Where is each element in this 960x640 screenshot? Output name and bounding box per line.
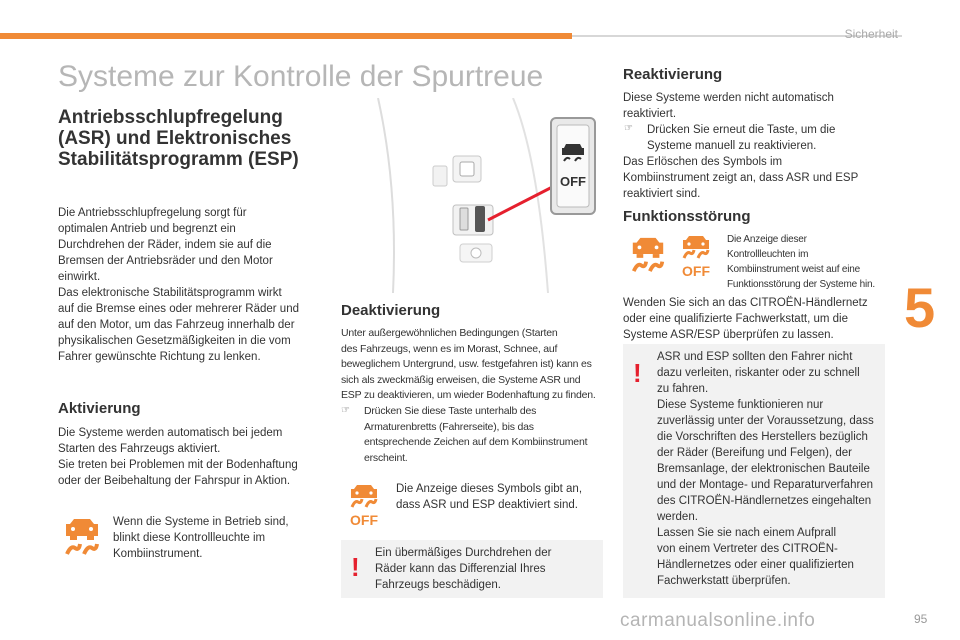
intro-text: Die Antriebsschlupfregelung sorgt für optimalen Antrieb und begrenzt ein Durchdrehen der Räder, indem sie auf die Bremsen der Antriebsräder und den Motor einwirkt. Das elektronische Stabilitätsprogramm wirkt auf die Bremse eines oder mehrerer Räder und auf den Motor, um das Fahrzeug innerhalb der physikalischen Gesetzmäßigkeiten in die vom Fahrer gewünschte Richtung zu lenken. [58, 207, 299, 363]
differential-warning-box [341, 540, 603, 598]
esp-car-skid-icon [629, 236, 667, 274]
page-title: Systeme zur Kontrolle der Spurtreue [58, 60, 544, 93]
deaktivierung-heading: Deaktivierung [341, 302, 441, 319]
chapter-number: 5 [904, 276, 936, 339]
aktivierung-icon-text: Wenn die Systeme in Betrieb sind, blinkt diese Kontrollleuchte im Kombiinstrument. [113, 516, 289, 560]
header-accent-bar [0, 33, 572, 39]
reaktivierung-heading: Reaktivierung [623, 66, 723, 83]
funktionsstoerung-icon-text: Die Anzeige dieser Kontrollleuchten im Kombiinstrument weist auf eine Funktionsstörung der Systeme hin. [727, 234, 875, 290]
funktionsstoerung-heading: Funktionsstörung [623, 208, 751, 225]
reaktivierung-text2: Das Erlöschen des Symbols im Kombiinstrument zeigt an, dass ASR und ESP reaktiviert sind. [623, 156, 859, 200]
differential-warning-text: Ein übermäßiges Durchdrehen der Räder kann das Differenzial Ihres Fahrzeugs beschädigen. [375, 547, 552, 591]
off-button-label: OFF [560, 174, 586, 189]
funktionsstoerung-text: Wenden Sie sich an das CITROËN-Händlernetz oder eine qualifizierte Fachwerkstatt, um die Systeme ASR/ESP überprüfen zu lassen. [623, 297, 868, 341]
warning-exclamation-icon: ! [633, 358, 642, 388]
reaktivierung-bullet: Drücken Sie erneut die Taste, um die Systeme manuell zu reaktivieren. [647, 124, 836, 152]
section-title: Sicherheit [844, 27, 898, 41]
deaktivierung-text: Unter außergewöhnlichen Bedingungen (Starten des Fahrzeugs, wenn es im Morast, Schnee, auf beweglichem Untergrund, usw. festgefahren ist) kann es sich als zweckmäßig erweisen, die Systeme ASR und ESP zu deaktivieren, um wieder Bodenhaftung zu finden. [341, 327, 596, 401]
reaktivierung-text: Diese Systeme werden nicht automatisch reaktiviert. [623, 92, 834, 120]
bullet-arrow-icon: ☞ [624, 123, 633, 134]
watermark: carmanualsonline.info [620, 610, 816, 631]
warning-exclamation-icon: ! [351, 552, 360, 582]
esp-off-icon [679, 234, 713, 278]
dashboard-illustration [338, 98, 603, 293]
safety-warning-text: ASR und ESP sollten den Fahrer nicht dazu verleiten, riskanter oder zu schnell zu fahren. Diese Systeme funktionieren nur zuverlässig unter der Voraussetzung, dass die Vorschriften des Herstellers bezüglich der Räder (Bereifung und Felgen), der Bremsanlage, der elektronischen Bauteile und der Montage- und Reparaturverfahren des CITROËN-Händlernetzes eingehalten werden. Lassen Sie sie nach einem Aufprall von einem Vertreter des CITROËN- Händlernetzes oder einer qualifizierten Fachwerkstatt überprüfen. [657, 351, 874, 587]
aktivierung-text: Die Systeme werden automatisch bei jedem Starten des Fahrzeugs aktiviert. Sie treten bei Problemen mit der Bodenhaftung oder der Beibehaltung der Fahrspur in Aktion. [58, 427, 298, 487]
aktivierung-heading: Aktivierung [58, 400, 141, 417]
safety-warning-box [623, 344, 885, 598]
svg-text:OFF: OFF [682, 263, 710, 278]
esp-car-skid-icon [62, 517, 102, 557]
svg-text:OFF: OFF [350, 512, 378, 527]
bullet-arrow-icon: ☞ [341, 405, 350, 416]
page-number: 95 [914, 612, 928, 626]
deaktivierung-bullet: Drücken Sie diese Taste unterhalb des Armaturenbretts (Fahrerseite), bis das entsprechende Zeichen auf dem Kombiinstrument erscheint. [364, 405, 588, 464]
deaktivierung-icon-text: Die Anzeige dieses Symbols gibt an, dass ASR und ESP deaktiviert sind. [396, 483, 583, 511]
esp-off-icon [347, 483, 381, 527]
main-heading: Antriebsschlupfregelung (ASR) und Elektronisches Stabilitätsprogramm (ESP) [58, 107, 299, 170]
